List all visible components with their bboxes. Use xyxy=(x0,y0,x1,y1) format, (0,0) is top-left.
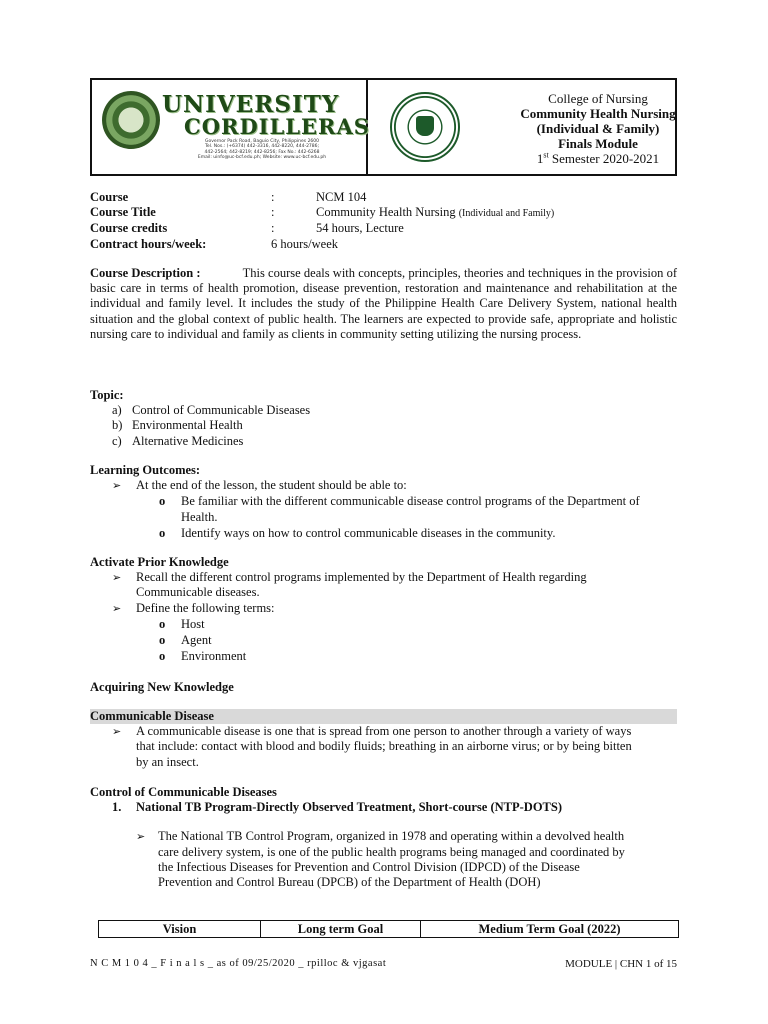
arrowhead-bullet-icon: ➢ xyxy=(136,830,146,844)
info-separator: : xyxy=(271,190,275,204)
list-marker: b) xyxy=(112,418,123,433)
info-separator: : xyxy=(271,205,275,220)
info-label: Course credits xyxy=(90,221,168,236)
list-item xyxy=(90,526,677,541)
info-value xyxy=(316,205,554,221)
course-subtitle: (Individual & Family) xyxy=(536,121,660,136)
list-item-text: Host xyxy=(181,616,205,631)
footer-left: N C M 1 0 4 _ F i n a l s _ as of 09/25/2020 _ rpilloc & vjgasat xyxy=(90,958,387,969)
circle-bullet-icon: o xyxy=(159,616,166,631)
list-item-text: A communicable disease is one that is spread from one person to another through a variety of ways that include: contact with blood and bodily fluids; breathing in an airborne virus; or by being bitten by an insect. xyxy=(136,724,632,769)
semester-text: Semester 2020-2021 xyxy=(548,151,660,166)
logo-name-line2: CORDILLERAS xyxy=(184,114,370,139)
list-item-text: Be familiar with the different communicable disease control programs of the Department of Health. xyxy=(181,494,640,524)
info-label: Course xyxy=(90,190,129,204)
communicable-disease-heading: Communicable Disease xyxy=(90,709,677,724)
semester xyxy=(498,151,698,166)
arrowhead-bullet-icon: ➢ xyxy=(112,601,122,615)
info-row xyxy=(90,190,554,205)
semester-suffix: st xyxy=(543,150,549,160)
list-item xyxy=(112,418,677,433)
logo-address xyxy=(162,139,362,161)
address-line: Tel. Nos.: (+6374) 442-3316, 442-8220, 444-2786; xyxy=(204,144,320,150)
list-item xyxy=(90,617,677,632)
list-item-text: Define the following terms: xyxy=(136,600,275,615)
list-marker: a) xyxy=(112,403,122,418)
course-info xyxy=(90,190,554,252)
arrowhead-bullet-icon: ➢ xyxy=(112,725,122,739)
list-item xyxy=(90,649,677,664)
learning-outcomes-heading: Learning Outcomes: xyxy=(90,463,201,477)
course-description xyxy=(90,266,677,342)
list-item-text: The National TB Control Program, organized in 1978 and operating within a devolved health care delivery system, is one of the public health programs being managed and coordinated by the Infectious Diseases for Prevention and Control Division (IDPCD) of the Disease Prevention and Control Bureau (DPCB) of the Department of Health (DOH) xyxy=(158,829,625,890)
description-label: Course Description : xyxy=(90,266,201,280)
module-name: Finals Module xyxy=(558,136,638,151)
info-row xyxy=(90,205,554,221)
list-item xyxy=(90,829,677,890)
list-item-text: National TB Program-Directly Observed Treatment, Short-course (NTP-DOTS) xyxy=(136,800,562,815)
learning-outcomes-section xyxy=(90,463,677,541)
info-value: NCM 104 xyxy=(316,190,367,204)
info-row xyxy=(90,221,554,236)
description-text: This course deals with concepts, principles, theories and techniques in the provision of basic care in terms of health promotion, disease prevention, restoration and maintenance and rehabilitation at the individual and family level. It includes the study of the Philippine Health Care Delivery System, national health situation and the global context of public health. The learners are expected to provide safe, appropriate and holistic nursing care to individual and family as clients in community setting utilizing the nursing process. xyxy=(90,266,678,341)
list-item xyxy=(90,724,677,770)
list-item-text: At the end of the lesson, the student should be able to: xyxy=(136,478,407,493)
table-header-row xyxy=(99,921,679,938)
info-separator: : xyxy=(271,221,275,236)
list-item xyxy=(112,433,677,449)
list-item xyxy=(90,633,677,648)
info-label: Course Title xyxy=(90,205,156,220)
circle-bullet-icon: o xyxy=(159,633,166,648)
module-header xyxy=(90,78,677,176)
list-item-text: Alternative Medicines xyxy=(132,433,244,448)
university-logo xyxy=(102,89,370,161)
info-value-note: (Individual and Family) xyxy=(458,208,555,220)
address-line: Email: uinfo@uc-bcf.edu.ph; Website: www.uc-bcf.edu.ph xyxy=(197,155,327,161)
list-item-text: Control of Communicable Diseases xyxy=(132,403,311,418)
info-value: 54 hours, Lecture xyxy=(316,221,404,236)
lamp-icon xyxy=(416,116,434,136)
acquiring-heading: Acquiring New Knowledge xyxy=(90,680,234,694)
topic-section xyxy=(90,388,677,449)
circle-bullet-icon: o xyxy=(159,649,166,664)
list-item xyxy=(90,478,677,493)
semester-number: 1 xyxy=(536,151,544,166)
circle-bullet-icon: o xyxy=(159,525,166,540)
info-value: 6 hours/week xyxy=(271,236,338,251)
list-marker: c) xyxy=(112,433,122,448)
list-marker: 1. xyxy=(112,800,122,815)
university-seal-icon xyxy=(102,91,160,149)
info-row xyxy=(90,237,554,252)
table-header-cell: Vision xyxy=(99,921,261,938)
list-item-text: Environmental Health xyxy=(132,418,243,433)
arrowhead-bullet-icon: ➢ xyxy=(112,571,122,585)
college-of-nursing-seal-icon xyxy=(390,92,460,162)
topic-list xyxy=(90,403,677,449)
table-header-cell: Long term Goal xyxy=(261,921,421,938)
table-header-cell: Medium Term Goal (2022) xyxy=(421,921,679,938)
logo-name-line1: UNIVERSITY xyxy=(162,91,340,118)
info-label: Contract hours/week: xyxy=(90,236,207,251)
header-text xyxy=(498,91,698,166)
address-line: 442-2564; 442-8219; 442-8256; Fax No.: 442-6268 xyxy=(204,149,320,155)
list-item-text: Identify ways on how to control communicable diseases in the community. xyxy=(181,525,556,540)
address-line: Governor Pack Road, Baguio City, Philippines 2600 xyxy=(204,139,320,144)
prior-knowledge-heading: Activate Prior Knowledge xyxy=(90,555,229,569)
college-info-cell xyxy=(368,80,675,174)
college-name: College of Nursing xyxy=(548,91,648,106)
goals-table xyxy=(98,920,679,938)
footer-page-number: MODULE | CHN 1 of 15 xyxy=(565,958,677,970)
list-item xyxy=(90,494,677,524)
course-name: Community Health Nursing xyxy=(520,106,676,121)
list-item xyxy=(90,601,677,616)
communicable-disease-section xyxy=(90,709,677,770)
control-section xyxy=(90,785,677,890)
list-item xyxy=(90,800,677,815)
info-value-main: Community Health Nursing xyxy=(316,205,459,220)
topic-heading: Topic: xyxy=(90,388,124,402)
list-item-text: Environment xyxy=(181,649,247,664)
prior-knowledge-section xyxy=(90,555,677,664)
control-heading: Control of Communicable Diseases xyxy=(90,785,277,799)
arrowhead-bullet-icon: ➢ xyxy=(112,479,122,493)
list-item-text: Recall the different control programs implemented by the Department of Health regarding Communicable diseases. xyxy=(136,570,587,600)
list-item xyxy=(90,570,677,600)
list-item-text: Agent xyxy=(181,633,212,648)
circle-bullet-icon: o xyxy=(159,494,166,509)
list-item xyxy=(112,403,677,418)
university-logo-cell xyxy=(92,80,368,174)
